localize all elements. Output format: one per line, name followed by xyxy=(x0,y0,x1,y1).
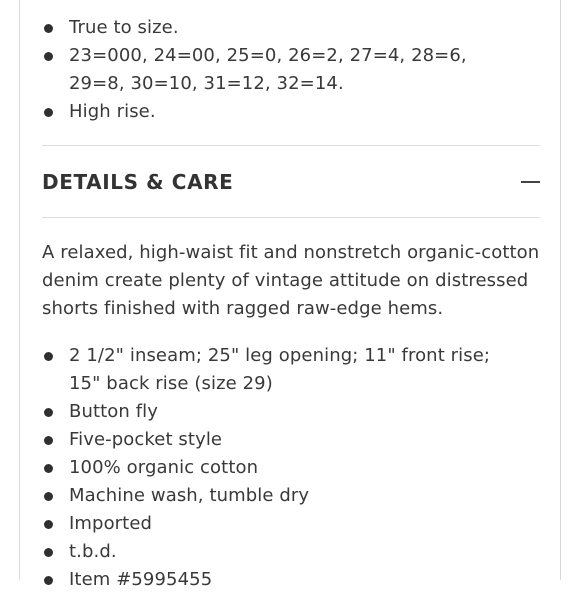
bullet-icon xyxy=(44,52,53,61)
list-item-text: 2 1/2" inseam; 25" leg opening; 11" front rise; 15" back rise (size 29) xyxy=(69,345,491,394)
details-care-toggle[interactable] xyxy=(42,146,540,217)
bullet-icon xyxy=(44,464,53,473)
list-item xyxy=(42,42,512,98)
bullet-icon xyxy=(44,24,53,33)
product-description: A relaxed, high-waist fit and nonstretch organic-cotton denim create plenty of vintage attitude on distressed shorts finished with ragged raw-edge hems. xyxy=(42,242,540,319)
bullet-icon xyxy=(44,492,53,501)
bullet-icon xyxy=(44,108,53,117)
list-item-text: True to size. xyxy=(69,17,179,38)
list-item xyxy=(42,342,512,398)
bullet-icon xyxy=(44,408,53,417)
list-item-text: Button fly xyxy=(69,401,159,422)
list-item-text: Imported xyxy=(69,513,153,534)
list-item xyxy=(42,454,512,482)
list-item xyxy=(42,426,512,454)
list-item-text: Machine wash, tumble dry xyxy=(69,485,310,506)
list-item xyxy=(42,538,512,566)
right-border xyxy=(560,0,561,580)
list-item xyxy=(42,510,512,538)
bullet-icon xyxy=(44,576,53,585)
details-bullet-list xyxy=(42,342,512,594)
bullet-icon xyxy=(44,520,53,529)
minus-icon[interactable] xyxy=(521,181,540,183)
list-item-text: t.b.d. xyxy=(69,541,117,562)
list-item-text: Item #5995455 xyxy=(69,569,213,590)
section-title: DETAILS & CARE xyxy=(42,170,234,194)
bullet-icon xyxy=(44,548,53,557)
fit-bullet-list xyxy=(42,14,512,126)
section-divider xyxy=(42,217,540,218)
list-item-text: 100% organic cotton xyxy=(69,457,259,478)
bullet-icon xyxy=(44,436,53,445)
list-item-text: High rise. xyxy=(69,101,156,122)
list-item-text: 23=000, 24=00, 25=0, 26=2, 27=4, 28=6, 29=8, 30=10, 31=12, 32=14. xyxy=(69,45,467,94)
list-item xyxy=(42,98,512,126)
list-item xyxy=(42,14,512,42)
list-item xyxy=(42,482,512,510)
left-border xyxy=(19,0,20,580)
list-item xyxy=(42,398,512,426)
bullet-icon xyxy=(44,352,53,361)
list-item-text: Five-pocket style xyxy=(69,429,223,450)
list-item xyxy=(42,566,512,594)
